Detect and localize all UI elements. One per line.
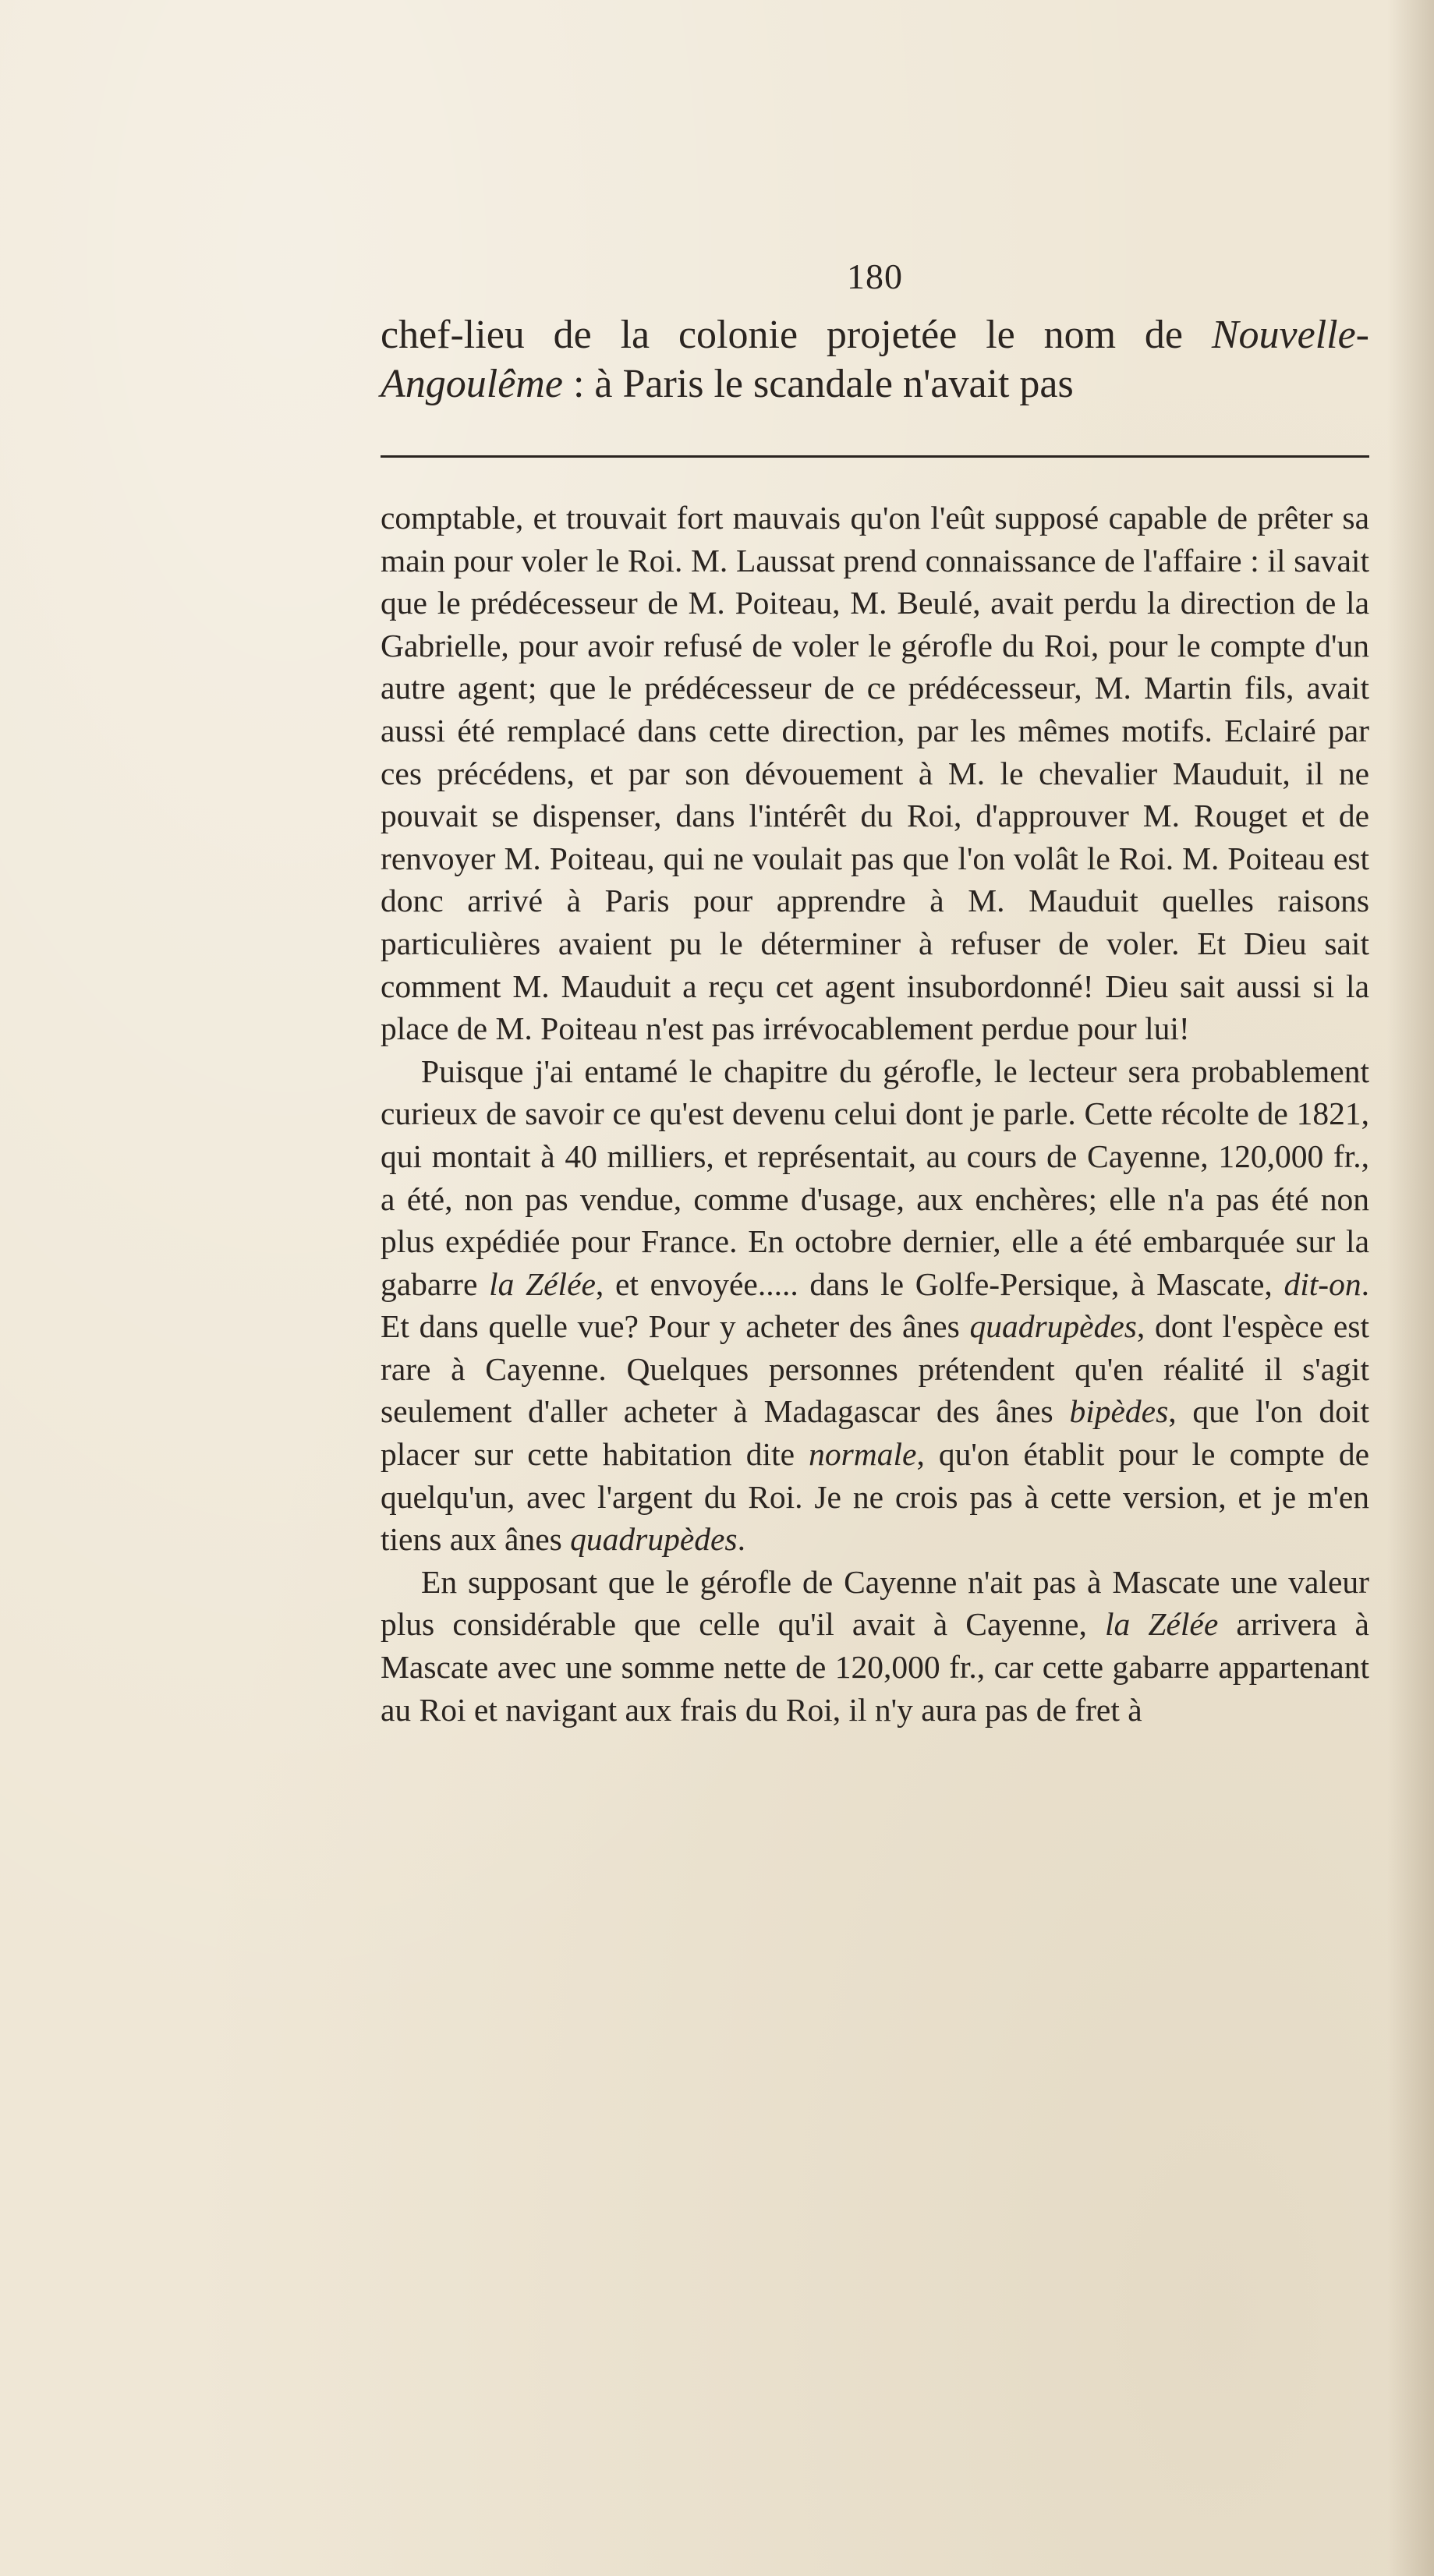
footnote-p2-text-5: , que l'on doit placer sur cette habitation dite [381, 1393, 1369, 1473]
footnote-p2-text-4: , dont l'espèce est rare à Cayenne. Quelques personnes prétendent qu'en réalité il s'agit seulement d'aller acheter à Madagascar des ânes [381, 1308, 1370, 1430]
page-number: 180 [847, 257, 903, 296]
footnote-p2-italic-5: normale [809, 1436, 917, 1473]
footnote-paragraph-3 [381, 1561, 1369, 1731]
footnote-p3-text-2: arrivera à Mascate avec une somme nette de 120,000 fr., car cette gabarre appartenant au Roi et navigant aux frais du Roi, il n'y aura pas de fret à [381, 1606, 1369, 1728]
footnote-p2-text-2: , et envoyée..... dans le Golfe-Persique, à Mascate, [595, 1265, 1284, 1302]
footnote [381, 497, 1369, 1731]
page-edge-shadow [1387, 0, 1434, 2576]
footnote-p3-italic-1: la Zélée [1104, 1606, 1219, 1643]
footnote-p3-text-1: En supposant que le gérofle de Cayenne n'ait pas à Mascate une valeur plus considérable que celle qu'il avait à Cayenne, [381, 1563, 1369, 1643]
footnote-p2-text-3: . Et dans quelle vue? Pour y acheter des ânes [381, 1265, 1369, 1345]
main-text-part-1: chef-lieu de la colonie projetée le nom de [381, 313, 1212, 357]
footnote-p2-text-1: Puisque j'ai entamé le chapitre du gérofle, le lecteur sera probablement curieux de savoir ce qu'est devenu celui dont je parle. Cette récolte de 1821, qui montait à 40 milliers, et représentait, au cours de Cayenne, 120,000 fr., a été, non pas vendue, comme d'usage, aux enchères; elle n'a pas été non plus expédiée pour France. En octobre dernier, elle a été embarquée sur la gabarre [381, 1053, 1369, 1302]
footnote-p2-text-6: , qu'on établit pour le compte de quelqu'un, avec l'argent du Roi. Je ne crois pas à cette version, et je m'en tiens aux ânes [381, 1436, 1369, 1558]
footnote-p2-italic-1: la Zélée [489, 1265, 596, 1302]
footnote-paragraph-1: comptable, et trouvait fort mauvais qu'on l'eût supposé capable de prêter sa main pour voler le Roi. M. Laussat prend connaissance de l'affaire : il savait que le prédécesseur de M. Poiteau, M. Beulé, avait perdu la direction de la Gabrielle, pour avoir refusé de voler le gérofle du Roi, pour le compte d'un autre agent; que le prédécesseur de ce prédécesseur, M. Martin fils, avait aussi été remplacé dans cette direction, par les mêmes motifs. Eclairé par ces précédens, et par son dévouement à M. le chevalier Mauduit, il ne pouvait se dispenser, dans l'intérêt du Roi, d'approuver M. Rouget et de renvoyer M. Poiteau, qui ne voulait pas que l'on volât le Roi. M. Poiteau est donc arrivé à Paris pour apprendre à M. Mauduit quelles raisons particulières avaient pu le déterminer à refuser de voler. Et Dieu sait comment M. Mauduit a reçu cet agent insubordonné! Dieu sait aussi si la place de M. Poiteau n'est pas irrévocablement perdue pour lui! [381, 500, 1369, 1047]
main-text-part-2: : à Paris le scandale n'avait pas [562, 362, 1074, 406]
footnote-p2-italic-2: dit-on [1284, 1265, 1361, 1302]
main-text [381, 310, 1369, 409]
footnote-p2-italic-3: quadrupèdes [969, 1308, 1137, 1345]
page-content [381, 257, 1369, 1731]
footnote-separator [381, 455, 1369, 458]
footnote-p2-italic-6: quadrupèdes [570, 1521, 738, 1558]
main-text-italic-place-name: Nouvelle-Angoulême [381, 313, 1369, 406]
footnote-paragraph-2 [381, 1050, 1369, 1561]
footnote-p2-italic-4: bipèdes [1069, 1393, 1169, 1430]
footnote-p2-text-7: . [737, 1521, 745, 1558]
